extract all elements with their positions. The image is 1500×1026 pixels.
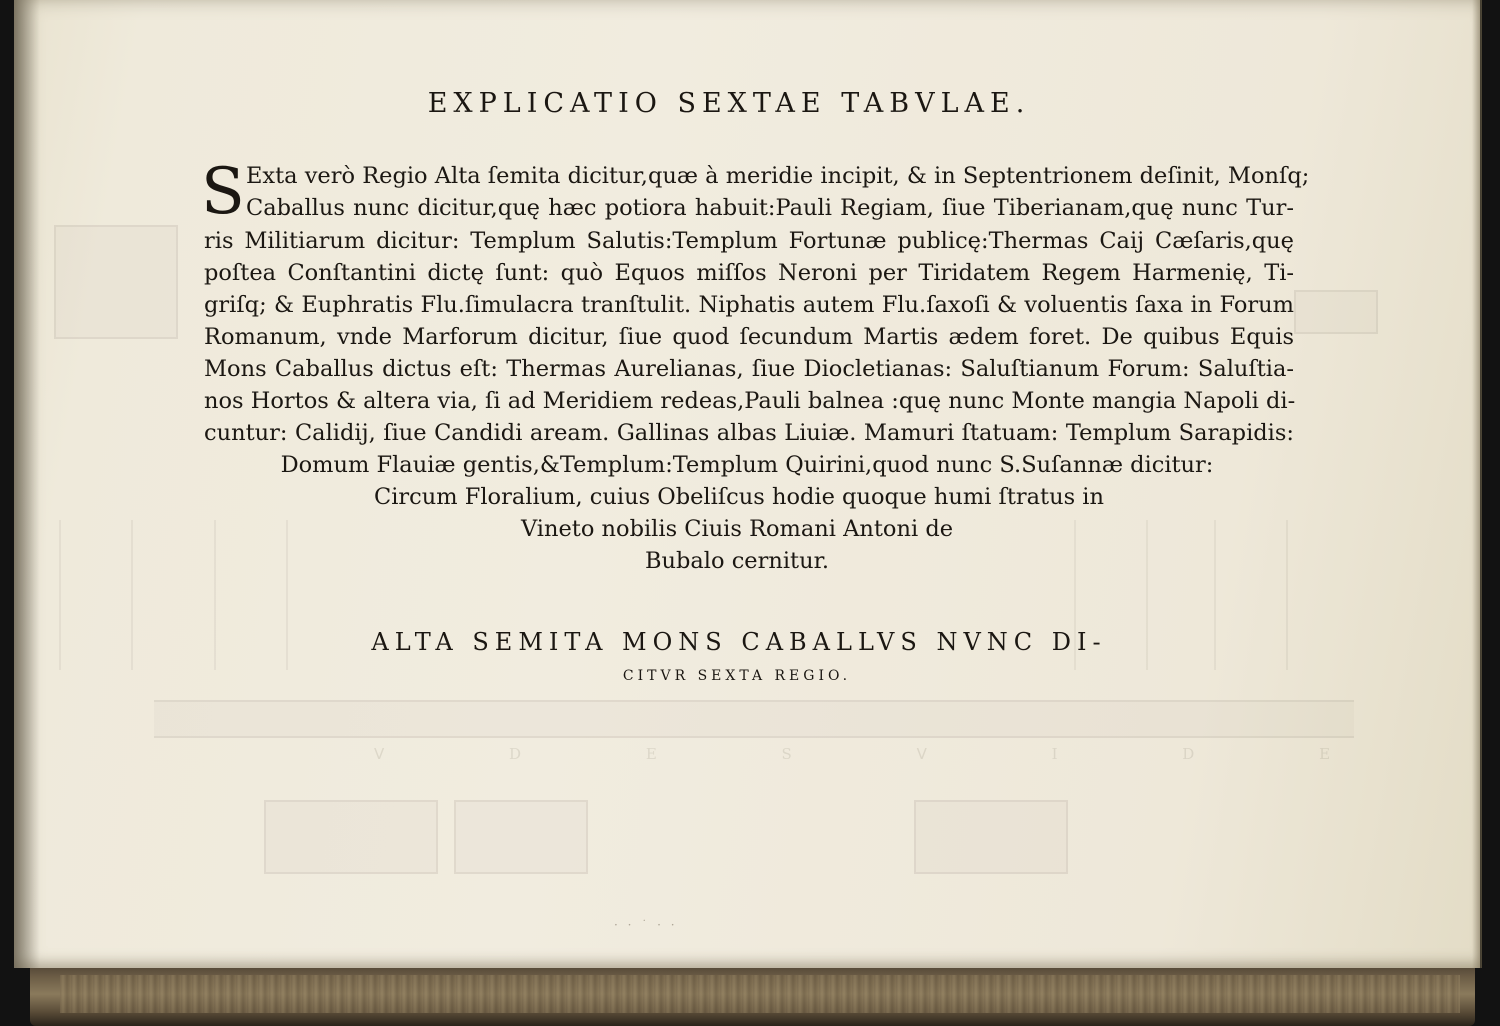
drop-cap: S <box>201 155 245 229</box>
text-line-11: Circum Floralium, cuius Obeliſcus hodie quoque humi ſtratus in <box>374 484 1104 510</box>
page-right-edge <box>1472 0 1482 968</box>
book-page <box>14 0 1480 968</box>
text-line-1: Exta verò Regio Alta ſemita dicitur,quæ à meridie incipit, & in Septentrionem deſinit, Monſq; <box>246 163 1310 189</box>
text-line-10: Domum Flauiæ gentis,&Templum:Templum Quirini,quod nunc S.Suſannæ dicitur: <box>280 452 1214 478</box>
showthrough-letters: ᐯ D E S ᐯ I D E <box>374 745 1391 763</box>
text-line-13: Bubalo cernitur. <box>644 548 830 574</box>
gutter-shadow <box>14 0 40 968</box>
faint-marks: · · ˙ · · <box>614 918 678 932</box>
text-line-12: Vineto nobilis Ciuis Romani Antoni de <box>520 516 954 542</box>
showthrough-block <box>1294 290 1378 334</box>
book-page-edges <box>60 975 1460 1013</box>
text-line-2: Caballus nunc dicitur,quę hæc potiora habuit:Pauli Regiam, ſiue Tiberianam,quę nunc Tur- <box>246 195 1294 221</box>
section-heading-line-1: ALTA SEMITA MONS CABALLVS NVNC DI- <box>371 628 1107 656</box>
showthrough-block <box>454 800 588 874</box>
text-line-5: griſq; & Euphratis Flu.ſimulacra tranſtulit. Niphatis autem Flu.ſaxoſi & voluentis ſaxa in Forum <box>204 292 1294 318</box>
showthrough-band <box>154 700 1354 738</box>
text-line-9: cuntur: Calidij, ſiue Candidi aream. Gallinas albas Liuiæ. Mamuri ſtatuam: Templum Sarapidis: <box>204 420 1294 446</box>
showthrough-block <box>54 225 178 339</box>
text-line-8: nos Hortos & altera via, ſi ad Meridiem redeas,Pauli balnea :quę nunc Monte mangia Napoli di- <box>204 388 1296 414</box>
text-line-7: Mons Caballus dictus eſt: Thermas Aurelianas, ſiue Diocletianas: Saluſtianum Forum: Saluſtia- <box>204 356 1294 382</box>
text-line-4: poſtea Conſtantini dictę ſunt: quò Equos miſſos Neroni per Tiridatem Regem Harmenię, Ti- <box>204 260 1294 286</box>
showthrough-block <box>264 800 438 874</box>
text-line-3: ris Militiarum dicitur: Templum Salutis:Templum Fortunæ publicę:Thermas Caij Cæſaris,quę <box>204 228 1294 254</box>
section-heading-line-2: CITVR SEXTA REGIO. <box>622 668 852 684</box>
text-line-6: Romanum, vnde Marforum dicitur, ſiue quod ſecundum Martis ædem foret. De quibus Equis <box>204 324 1294 350</box>
showthrough-block <box>914 800 1068 874</box>
page-title: EXPLICATIO SEXTAE TABVLAE. <box>427 88 1031 119</box>
